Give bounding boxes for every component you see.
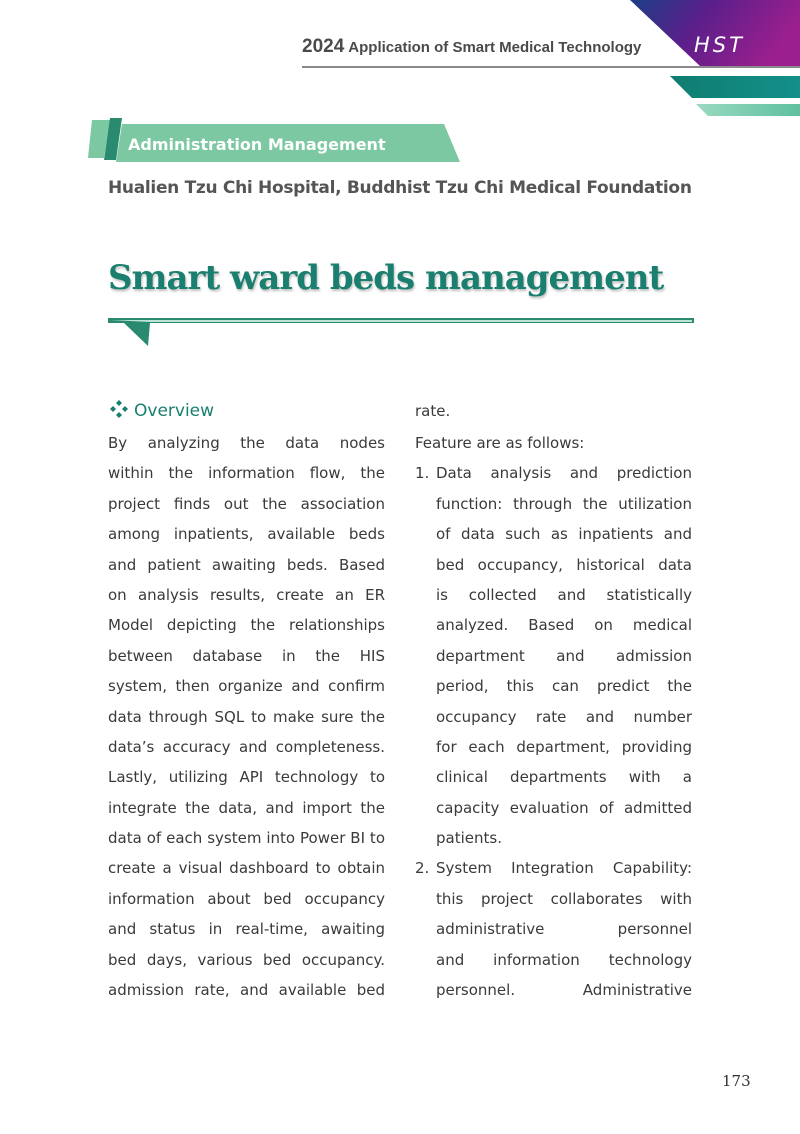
overview-line: admission rate, and available bed xyxy=(108,981,385,1000)
header-title xyxy=(302,36,682,58)
feature-line: administrative personnel xyxy=(436,920,692,939)
header-year: 2024 xyxy=(302,36,345,57)
feature-line: capacity evaluation of admitted xyxy=(436,798,692,817)
feature-line: for each department, providing xyxy=(436,737,692,756)
overview-line: among inpatients, available beds xyxy=(108,525,385,544)
page-title: Smart ward beds management xyxy=(108,258,664,298)
overview-line: between database in the HIS xyxy=(108,646,385,665)
feature-line: is collected and statistically xyxy=(436,585,692,604)
overview-line: and status in real-time, awaiting xyxy=(108,920,385,939)
feature-line: this project collaborates with xyxy=(436,889,692,908)
overview-line: Lastly, utilizing API technology to xyxy=(108,768,385,787)
overview-line: data of each system into Power BI to xyxy=(108,829,385,848)
title-underline xyxy=(108,316,694,350)
feature-line: occupancy rate and number xyxy=(436,707,692,726)
overview-line: system, then organize and confirm xyxy=(108,677,385,696)
feature-line: department and admission xyxy=(436,646,692,665)
overview-line: data’s accuracy and completeness. xyxy=(108,737,385,756)
feature-line: clinical departments with a xyxy=(436,768,692,787)
overview-line: within the information flow, the xyxy=(108,464,385,483)
overview-line: information about bed occupancy xyxy=(108,889,385,908)
feature-number: 1. xyxy=(415,464,430,483)
feature-line: function: through the utilization xyxy=(436,494,692,513)
overview-line: bed days, various bed occupancy. xyxy=(108,950,385,969)
feature-line: personnel. Administrative xyxy=(436,981,692,1000)
feature-line: patients. xyxy=(436,829,502,848)
diamond-cluster-icon xyxy=(108,400,130,418)
feature-line: System Integration Capability: xyxy=(436,859,692,878)
feature-line: of data such as inpatients and xyxy=(436,525,692,544)
feature-line: and information technology xyxy=(436,950,692,969)
feature-number: 2. xyxy=(415,859,430,878)
page-number: 173 xyxy=(722,1072,751,1090)
overview-line: on analysis results, create an ER xyxy=(108,585,385,604)
header-decoration xyxy=(630,0,800,120)
overview-heading-label: Overview xyxy=(134,401,215,421)
overview-line: By analyzing the data nodes xyxy=(108,434,385,452)
overview-line: integrate the data, and import the xyxy=(108,798,385,817)
right-column xyxy=(415,398,692,1005)
overview-line: and patient awaiting beds. Based xyxy=(108,555,385,574)
institution-name: Hualien Tzu Chi Hospital, Buddhist Tzu Chi Medical Foundation xyxy=(108,178,692,198)
feature-item-1 xyxy=(415,458,692,853)
feature-item-2 xyxy=(415,853,692,1005)
feature-line: bed occupancy, historical data xyxy=(436,555,692,574)
left-column xyxy=(108,398,385,1005)
category-label: Administration Management xyxy=(128,135,386,154)
overview-line: project finds out the association xyxy=(108,494,385,513)
continuation-text: rate. xyxy=(415,402,451,420)
overview-line: data through SQL to make sure the xyxy=(108,707,385,726)
features-intro: Feature are as follows: xyxy=(415,434,585,452)
overview-line: Model depicting the relationships xyxy=(108,616,385,635)
feature-line: analyzed. Based on medical xyxy=(436,616,692,635)
hst-logo: HST xyxy=(694,33,745,57)
header-subtitle: Application of Smart Medical Technology xyxy=(348,39,642,56)
feature-line: Data analysis and prediction xyxy=(436,464,692,483)
overview-line: create a visual dashboard to obtain xyxy=(108,859,385,878)
overview-heading xyxy=(108,398,385,424)
feature-line: period, this can predict the xyxy=(436,677,692,696)
